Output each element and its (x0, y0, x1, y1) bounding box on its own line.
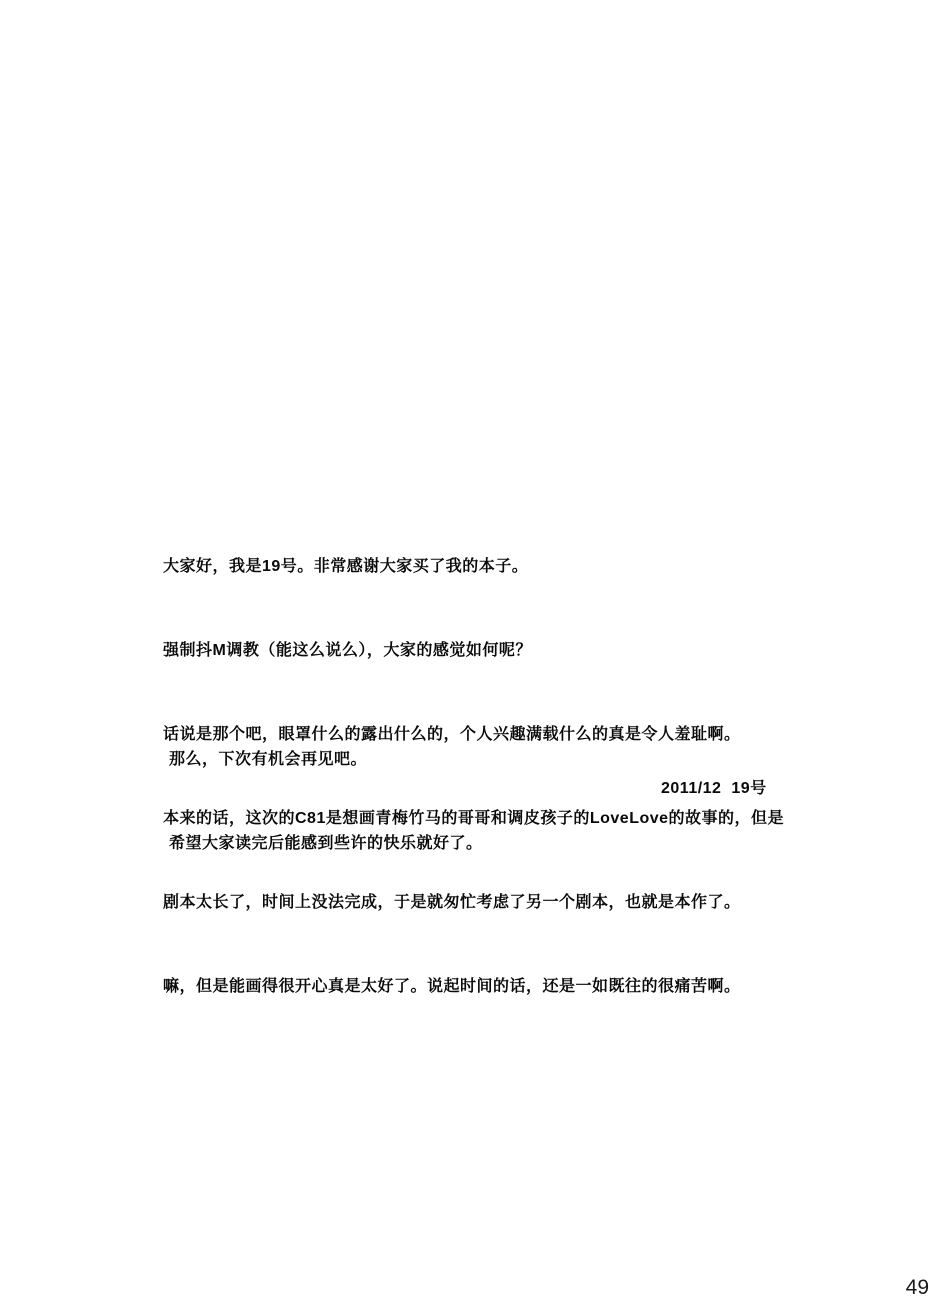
afterword-line: 大家好，我是19号。非常感谢大家买了我的本子。 (163, 558, 529, 575)
afterword-line: 那么，下次有机会再见吧。 (169, 751, 368, 768)
signature-date: 2011/12 19号 (661, 780, 767, 797)
afterword-line: 嘛，但是能画得很开心真是太好了。说起时间的话，还是一如既往的很痛苦啊。 (163, 978, 741, 995)
page-number: 49 (905, 1276, 929, 1299)
afterword-line: 话说是那个吧，眼罩什么的露出什么的，个人兴趣满载什么的真是令人羞耻啊。 (163, 726, 741, 743)
afterword-line: 本来的话，这次的C81是想画青梅竹马的哥哥和调皮孩子的LoveLove的故事的，但是 (163, 810, 785, 827)
afterword-line: 强制抖M调教（能这么说么），大家的感觉如何呢？ (163, 642, 532, 659)
afterword-line: 希望大家读完后能感到些许的快乐就好了。 (169, 835, 483, 852)
afterword-line: 剧本太长了，时间上没法完成，于是就匆忙考虑了另一个剧本，也就是本作了。 (163, 894, 741, 911)
afterword-paragraph-2 (169, 690, 483, 914)
